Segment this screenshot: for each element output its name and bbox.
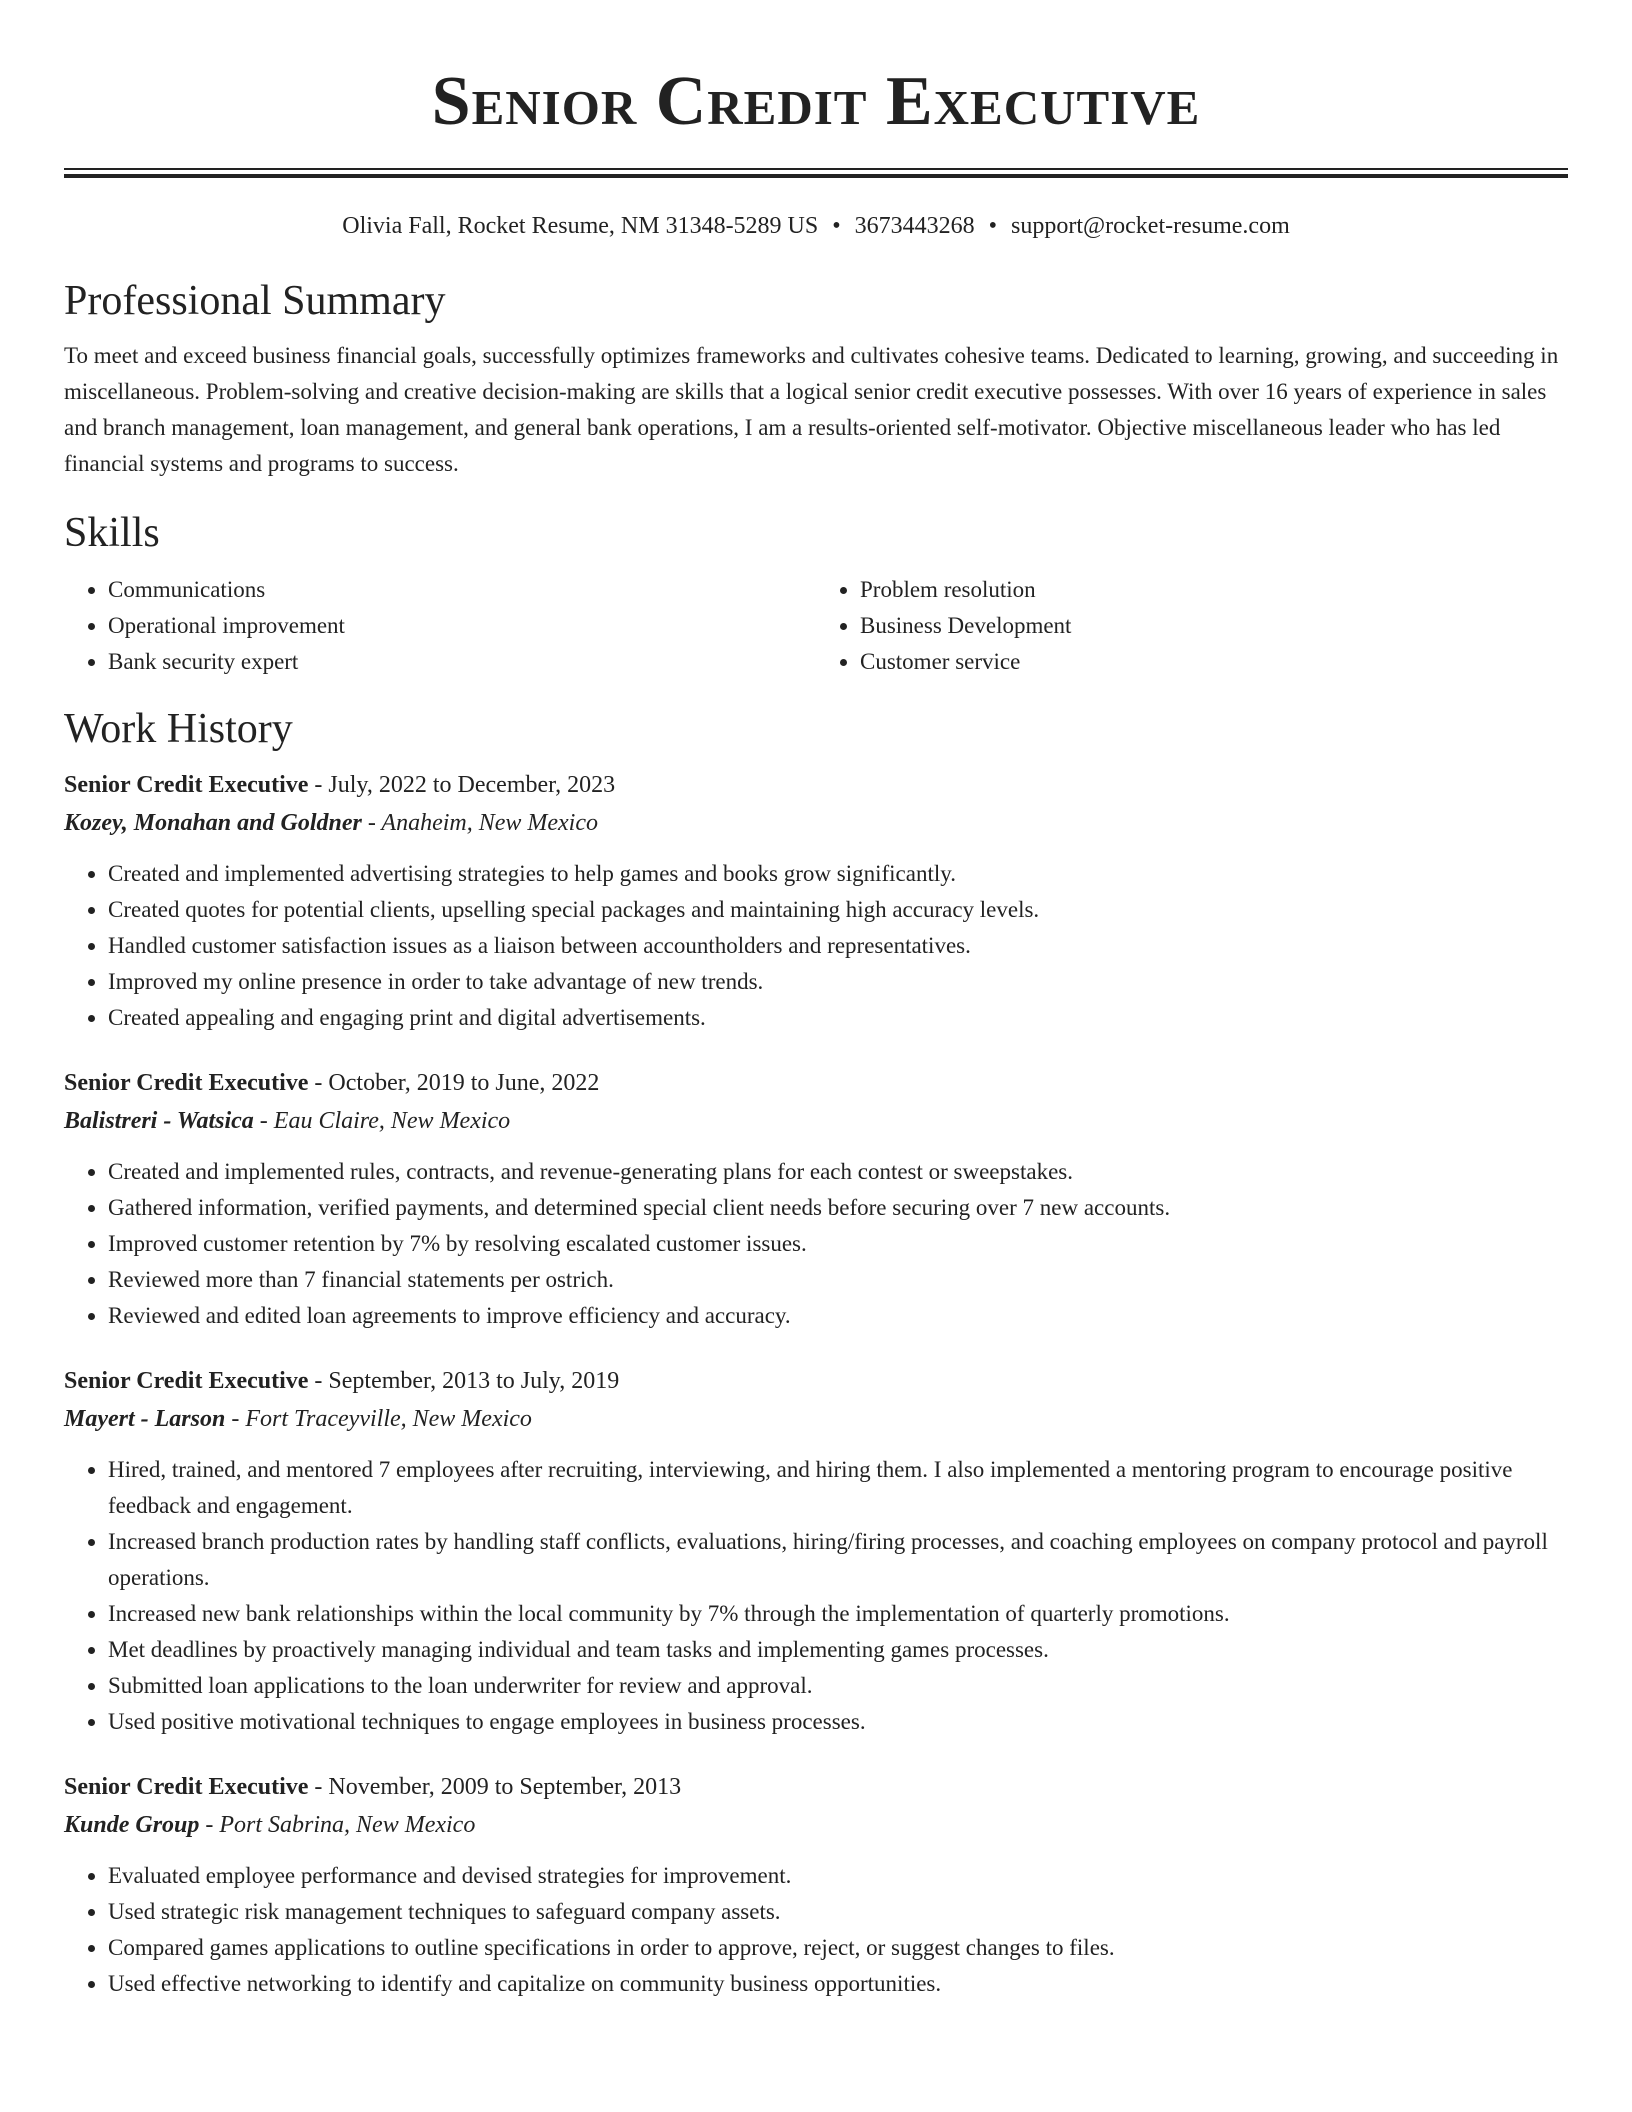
skill-item: • Customer service xyxy=(860,644,1568,680)
contact-separator: • xyxy=(988,213,998,239)
job-company: Kunde Group xyxy=(64,1812,200,1838)
job-bullet: • Improved my online presence in order to take advantage of new trends. xyxy=(108,964,1568,1000)
job-bullet: • Gathered information, verified payments, and determined special client needs before securing over 7 new accounts. xyxy=(108,1190,1568,1226)
job-location: - Anaheim, New Mexico xyxy=(361,810,598,836)
job-bullets xyxy=(64,1858,1568,2002)
job-bullet: • Increased branch production rates by handling staff conflicts, evaluations, hiring/firing processes, and coaching employees on company protocol and payroll operations. xyxy=(108,1524,1568,1596)
skills-heading: Skills xyxy=(64,510,160,556)
job-location: - Eau Claire, New Mexico xyxy=(253,1108,511,1134)
work-history-heading: Work History xyxy=(64,706,293,752)
contact-line xyxy=(64,210,1568,242)
contact-email: support@rocket-resume.com xyxy=(1011,213,1290,239)
job-bullets xyxy=(64,1154,1568,1334)
job-bullets xyxy=(64,1452,1568,1740)
job-role: Senior Credit Executive xyxy=(64,772,309,798)
job-bullet: • Compared games applications to outline specifications in order to approve, reject, or suggest changes to files. xyxy=(108,1930,1568,1966)
job-bullet: • Hired, trained, and mentored 7 employees after recruiting, interviewing, and hiring them. I also implemented a mentoring program to encourage positive feedback and engagement. xyxy=(108,1452,1568,1524)
job-role: Senior Credit Executive xyxy=(64,1070,309,1096)
skill-item: • Business Development xyxy=(860,608,1568,644)
job-entry xyxy=(64,766,1568,1036)
summary-text: To meet and exceed business financial goals, successfully optimizes frameworks and cultivates cohesive teams. Dedicated to learning, growing, and succeeding in miscellaneous. Problem-solving and creative decision-making are skills that a logical senior credit executive possesses. With over 16 years of experience in sales and branch management, loan management, and general bank operations, I am a results-oriented self-motivator. Objective miscellaneous leader who has led financial systems and programs to success. xyxy=(64,343,1559,476)
job-header xyxy=(64,766,1568,804)
job-bullets xyxy=(64,856,1568,1036)
job-dates: - November, 2009 to September, 2013 xyxy=(308,1774,682,1800)
job-employer xyxy=(64,1806,1568,1844)
job-company: Balistreri - Watsica xyxy=(64,1108,254,1134)
title-divider xyxy=(64,168,1568,178)
job-entry xyxy=(64,1768,1568,2002)
job-dates: - July, 2022 to December, 2023 xyxy=(308,772,616,798)
job-bullet: • Submitted loan applications to the loan underwriter for review and approval. xyxy=(108,1668,1568,1704)
job-bullet: • Created and implemented rules, contracts, and revenue-generating plans for each contest or sweepstakes. xyxy=(108,1154,1568,1190)
job-bullet: • Evaluated employee performance and devised strategies for improvement. xyxy=(108,1858,1568,1894)
skills-list xyxy=(64,572,1568,680)
skill-item: • Problem resolution xyxy=(860,572,1568,608)
job-header xyxy=(64,1362,1568,1400)
contact-separator: • xyxy=(832,213,841,239)
job-bullet: • Handled customer satisfaction issues as a liaison between accountholders and representatives. xyxy=(108,928,1568,964)
skills-column-right xyxy=(816,572,1568,680)
job-entry xyxy=(64,1362,1568,1740)
job-role: Senior Credit Executive xyxy=(64,1774,309,1800)
skill-item: • Communications xyxy=(108,572,816,608)
job-header xyxy=(64,1768,1568,1806)
skill-item: • Bank security expert xyxy=(108,644,816,680)
job-bullet: • Increased new bank relationships within the local community by 7% through the implementation of quarterly promotions. xyxy=(108,1596,1568,1632)
summary-heading: Professional Summary xyxy=(64,278,446,324)
job-bullet: • Used positive motivational techniques to engage employees in business processes. xyxy=(108,1704,1568,1740)
job-bullet: • Used effective networking to identify and capitalize on community business opportunities. xyxy=(108,1966,1568,2002)
job-location: - Port Sabrina, New Mexico xyxy=(199,1812,476,1838)
job-dates: - October, 2019 to June, 2022 xyxy=(308,1070,600,1096)
job-entry xyxy=(64,1064,1568,1334)
job-bullet: • Reviewed more than 7 financial statements per ostrich. xyxy=(108,1262,1568,1298)
job-company: Mayert - Larson xyxy=(64,1406,226,1432)
job-bullet: • Created appealing and engaging print and digital advertisements. xyxy=(108,1000,1568,1036)
job-bullet: • Created quotes for potential clients, upselling special packages and maintaining high accuracy levels. xyxy=(108,892,1568,928)
contact-phone: 3673443268 xyxy=(854,213,975,239)
job-bullet: • Improved customer retention by 7% by resolving escalated customer issues. xyxy=(108,1226,1568,1262)
job-role: Senior Credit Executive xyxy=(64,1368,309,1394)
job-company: Kozey, Monahan and Goldner xyxy=(64,810,362,836)
job-employer xyxy=(64,1102,1568,1140)
job-bullet: • Created and implemented advertising strategies to help games and books grow significantly. xyxy=(108,856,1568,892)
contact-address: Olivia Fall, Rocket Resume, NM 31348-5289 US xyxy=(342,213,819,239)
job-employer xyxy=(64,1400,1568,1438)
job-bullet: • Used strategic risk management techniques to safeguard company assets. xyxy=(108,1894,1568,1930)
skill-item: • Operational improvement xyxy=(108,608,816,644)
skills-column-left xyxy=(64,572,816,680)
job-header xyxy=(64,1064,1568,1102)
job-dates: - September, 2013 to July, 2019 xyxy=(308,1368,620,1394)
job-employer xyxy=(64,804,1568,842)
resume-title: Senior Credit Executive xyxy=(431,63,1201,140)
job-bullet: • Reviewed and edited loan agreements to improve efficiency and accuracy. xyxy=(108,1298,1568,1334)
job-location: - Fort Traceyville, New Mexico xyxy=(225,1406,532,1432)
job-bullet: • Met deadlines by proactively managing individual and team tasks and implementing games processes. xyxy=(108,1632,1568,1668)
